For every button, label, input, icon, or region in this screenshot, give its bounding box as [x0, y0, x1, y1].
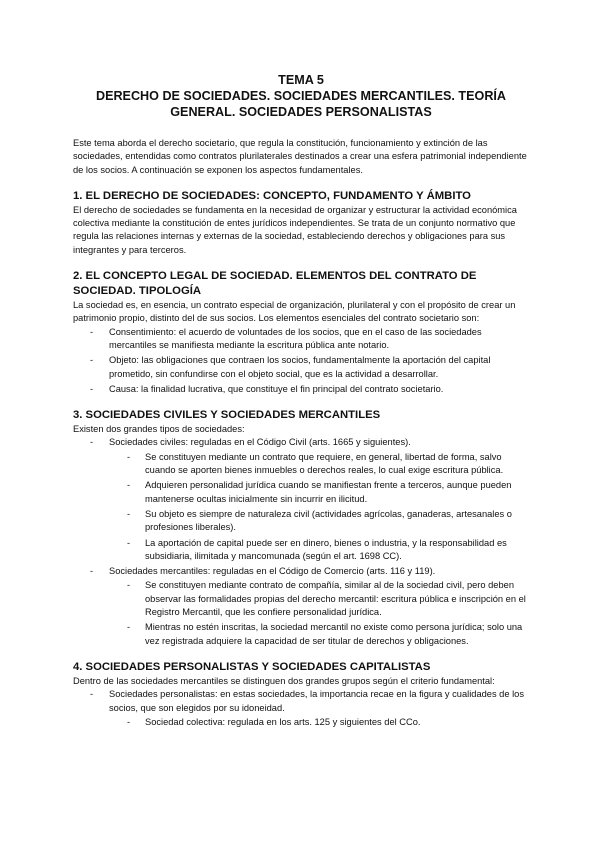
bullet-dash: - — [127, 580, 131, 591]
section-4-text: Dentro de las sociedades mercantiles se distinguen dos grandes grupos según el criterio fundamental: — [73, 675, 495, 686]
sublist-item — [109, 716, 529, 729]
title-block — [73, 72, 529, 120]
sublist-item — [109, 621, 529, 648]
section-3 — [73, 408, 529, 648]
bullet-dash: - — [127, 716, 131, 727]
sublist-item — [109, 508, 529, 535]
list-item-text: Sociedades personalistas: en estas sociedades, la importancia recae en la figura y cualidades de los socios, que son elegidos por su idoneidad. — [109, 689, 524, 713]
society-types-list — [73, 436, 529, 647]
section-1-text: El derecho de sociedades se fundamenta en la necesidad de organizar y estructurar la actividad económica colectiva mediante la constitución de entes jurídicos independientes. Se trata de un conjunto normativo que regula las relaciones internas y externas de la sociedad, estableciendo derechos y obligaciones para sus integrantes y para terceros. — [73, 204, 517, 255]
document-page — [73, 72, 529, 741]
list-item-text: Sociedades civiles: reguladas en el Código Civil (arts. 1665 y siguientes). — [109, 437, 411, 448]
list-item-text: Causa: la finalidad lucrativa, que constituye el fin principal del contrato societario. — [109, 383, 444, 394]
bullet-dash: - — [90, 326, 94, 337]
sublist-item-text: Adquieren personalidad jurídica cuando se manifiestan frente a terceros, aunque pueden mantenerse ocultas inicialmente sin incurrir en ilicitud. — [145, 480, 512, 504]
section-1 — [73, 189, 529, 257]
bullet-dash: - — [127, 451, 131, 462]
section-4-heading: 4. SOCIEDADES PERSONALISTAS Y SOCIEDADES CAPITALISTAS — [73, 660, 431, 673]
mercantiles-sublist — [109, 579, 529, 647]
section-2 — [73, 269, 529, 396]
section-2-text: La sociedad es, en esencia, un contrato especial de organización, plurilateral y con el propósito de crear un patrimonio propio, distinto del de sus socios. Los elementos esenciales del contrato societario son: — [73, 300, 516, 324]
sublist-item-text: La aportación de capital puede ser en dinero, bienes o industria, y la responsabilidad es subsidiaria, ilimitada y mancomunada (según el art. 1698 CC). — [145, 537, 507, 561]
bullet-dash: - — [90, 355, 94, 366]
section-1-heading: 1. EL DERECHO DE SOCIEDADES: CONCEPTO, FUNDAMENTO Y ÁMBITO — [73, 189, 471, 202]
sublist-item-text: Se constituyen mediante contrato de compañía, similar al de la sociedad civil, pero deben observar las formalidades propias del derecho mercantil: escritura pública e inscripción en el Registro Mercantil, que les confiere personalidad jurídica. — [145, 580, 526, 618]
list-item — [73, 326, 529, 353]
list-item-civiles — [73, 436, 529, 563]
sublist-item-text: Mientras no estén inscritas, la sociedad mercantil no existe como persona jurídica; solo una vez registrada adquiere la capacidad de ser titular de derechos y obligaciones. — [145, 622, 523, 646]
sublist-item — [109, 579, 529, 619]
sublist-item-text: Su objeto es siempre de naturaleza civil (actividades agrícolas, ganaderas, artesanales o profesiones liberales). — [145, 508, 512, 533]
sublist-item — [109, 451, 529, 478]
section-3-heading: 3. SOCIEDADES CIVILES Y SOCIEDADES MERCANTILES — [73, 409, 381, 422]
bullet-dash: - — [127, 508, 131, 519]
list-item-text: Sociedades mercantiles: reguladas en el Código de Comercio (arts. 116 y 119). — [109, 566, 436, 577]
civiles-sublist — [109, 451, 529, 563]
section-3-text: Existen dos grandes tipos de sociedades: — [73, 424, 245, 435]
bullet-dash: - — [90, 689, 94, 700]
bullet-dash: - — [90, 437, 94, 448]
section-4 — [73, 660, 529, 729]
list-item — [73, 383, 529, 396]
tema-number: TEMA 5 — [278, 73, 324, 87]
section-2-heading: 2. EL CONCEPTO LEGAL DE SOCIEDAD. ELEMENTOS DEL CONTRATO DE SOCIEDAD. TIPOLOGÍA — [73, 270, 477, 298]
bullet-dash: - — [90, 566, 94, 577]
intro-paragraph: Este tema aborda el derecho societario, que regula la constitución, funcionamiento y extinción de las sociedades, entendidas como contratos plurilaterales destinados a crear una esfera patrimonial independiente de los socios. A continuación se exponen los aspectos fundamentales. — [73, 138, 527, 175]
list-item-text: Consentimiento: el acuerdo de voluntades de los socios, que en el caso de las sociedades mercantiles se manifiesta mediante la escritura pública ante notario. — [109, 326, 482, 350]
mercantile-groups-list — [73, 688, 529, 729]
title-line-1: DERECHO DE SOCIEDADES. SOCIEDADES MERCANTILES. TEORÍA — [95, 89, 507, 103]
bullet-dash: - — [127, 537, 131, 548]
contract-elements-list — [73, 326, 529, 396]
sublist-item-text: Se constituyen mediante un contrato que requiere, en general, libertad de forma, salvo cuando se aporten bienes inmuebles o derechos reales, lo cual exige escritura pública. — [145, 451, 504, 476]
sublist-item — [109, 537, 529, 564]
list-item-personalistas — [73, 688, 529, 729]
list-item-text: Objeto: las obligaciones que contraen los socios, fundamentalmente la aportación del capital prometido, sin confundirse con el objeto social, que es la actividad a desarrollar. — [109, 355, 491, 379]
list-item-mercantiles — [73, 565, 529, 648]
bullet-dash: - — [127, 480, 131, 491]
title-line-2: GENERAL. SOCIEDADES PERSONALISTAS — [170, 105, 432, 119]
personalistas-sublist — [109, 716, 529, 729]
list-item — [73, 354, 529, 381]
sublist-item-text: Sociedad colectiva: regulada en los arts. 125 y siguientes del CCo. — [145, 716, 421, 727]
bullet-dash: - — [127, 622, 131, 633]
sublist-item — [109, 479, 529, 506]
bullet-dash: - — [90, 383, 94, 394]
